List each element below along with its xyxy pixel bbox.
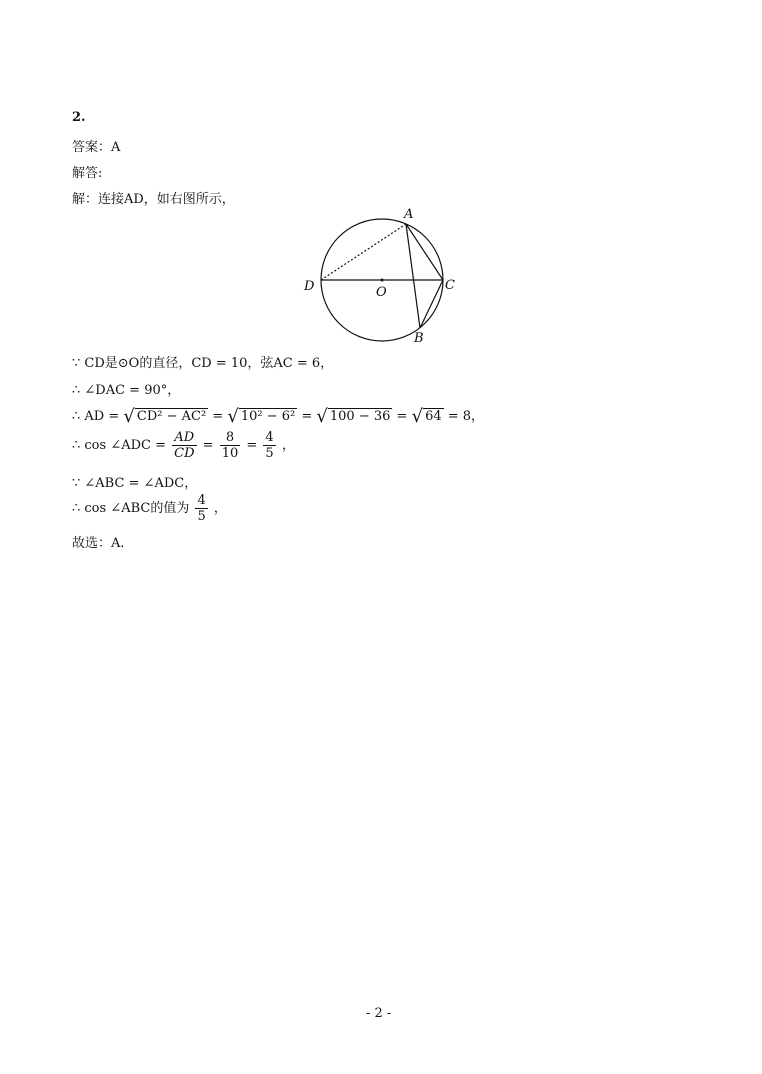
radical-sign: √ (123, 406, 135, 427)
label-a: A (404, 207, 414, 222)
fraction-ad-cd (172, 430, 196, 461)
radicand-2: 10² − 6² (240, 409, 296, 424)
geometry-figure (300, 205, 465, 345)
solution-step-4: ∴ cos ∠ADC = $\frac{AD}{CD}$ = $\frac{8}{10}$ = $\frac{4}{5}$ ， (72, 430, 295, 461)
radicand-3: 100 − 36 (329, 409, 391, 424)
solution-step-7: 故选：A. (72, 536, 125, 551)
numerator: 4 (265, 430, 274, 445)
radicand-4: 64 (425, 409, 442, 424)
fraction-8-10 (220, 430, 241, 461)
numerator: AD (172, 430, 196, 446)
center-point (381, 279, 384, 282)
numerator: 8 (220, 430, 241, 446)
solution-step-0: 解：连接AD，如右图所示， (72, 192, 235, 207)
label-d: D (304, 279, 315, 294)
denominator: CD (174, 446, 195, 461)
answer-line: 答案：A (72, 140, 121, 155)
step6-tail: ， (213, 501, 227, 516)
solution-step-5: ∵ ∠ABC = ∠ADC， (72, 476, 198, 491)
chord-ab (406, 224, 420, 328)
fraction-4-5 (195, 493, 207, 524)
radical-sign: √ (411, 406, 424, 427)
numerator: 4 (197, 493, 206, 508)
label-c: C (445, 278, 455, 293)
label-o: O (376, 285, 387, 300)
denominator: 5 (197, 509, 206, 524)
page-number: - 2 - (366, 1006, 392, 1021)
step4-lead: ∴ cos ∠ADC = (72, 438, 166, 453)
radical-sign: √ (227, 406, 239, 427)
chord-ad (321, 224, 406, 280)
chord-ac (406, 224, 443, 280)
step4-tail: ， (281, 438, 295, 453)
solution-step-1: ∵ CD是⊙O的直径，CD = 10，弦AC = 6， (72, 356, 334, 371)
solution-heading: 解答: (72, 166, 103, 181)
step3-tail: = 8， (447, 409, 485, 424)
denominator: 5 (265, 446, 274, 461)
solution-step-2: ∴ ∠DAC = 90°， (72, 383, 181, 398)
solution-step-3: ∴ AD = √ CD² − AC² = √ 10² − 6² = √ 100 − 36 = √ 64 = 8， (72, 406, 485, 427)
fraction-4-5 (263, 430, 275, 461)
step3-lead: ∴ AD = (72, 409, 120, 424)
label-b: B (414, 331, 424, 345)
step6-lead: ∴ cos ∠ABC的值为 (72, 501, 190, 516)
solution-step-6 (72, 493, 227, 524)
question-number: 2. (72, 110, 86, 125)
radicand-1: CD² − AC² (136, 409, 207, 424)
denominator: 10 (221, 446, 239, 461)
radical-sign: √ (316, 406, 328, 427)
chord-bc (420, 280, 443, 328)
